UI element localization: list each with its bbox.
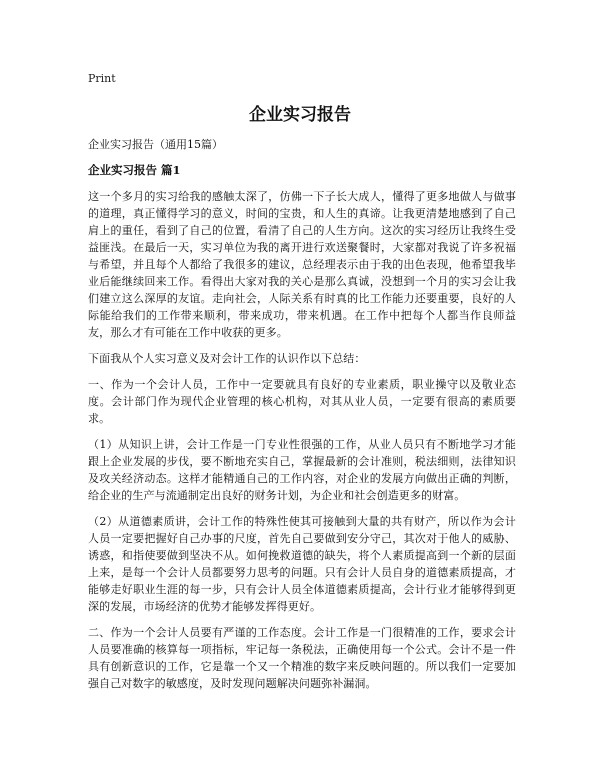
paragraph: 这一个多月的实习给我的感触太深了，仿佛一下子长大成人，懂得了更多地做人与做事的道理，真正懂得学习的意义，时间的宝贵，和人生的真谛。让我更清楚地感到了自己肩上的重任，看到了自己的位置，看清了自己的人生方向。这次的实习经历让我终生受益匪浅。在最后一天，实习单位为我的离开进行欢送聚餐时，大家都对我说了许多祝福与希望，并且每个人都给了我很多的建议，总经理表示由于我的出色表现，他希望我毕业后能继续回来工作。看得出大家对我的关心是那么真诚，没想到一个月的实习会让我们建立这么深厚的友谊。走向社会，人际关系有时真的比工作能力还要重要，良好的人际能给我们的工作带来顺利，带来成功，带来机遇。在工作中把每个人都当作良师益友，那么才有可能在工作中收获的更多。 <box>88 190 516 339</box>
document-body <box>88 136 516 701</box>
paragraph: 下面我从个人实习意义及对会计工作的认识作以下总结： <box>88 352 366 365</box>
document-title: 企业实习报告 <box>249 105 351 125</box>
paragraph: （2）从道德素质讲，会计工作的特殊性使其可接触到大量的共有财产，所以作为会计人员一定要把握好自己办事的尺度，首先自己要做到安分守己，其次对于他人的威胁、诱惑，和指使要做到坚决不从。如何挽救道德的缺失，将个人素质提高到一个新的层面上来，是每一个会计人员都要努力思考的问题。只有会计人员自身的道德素质提高，才能够走好职业生涯的每一步，只有会计人员全体道德素质提高，会计行业才能够得到更深的发展，市场经济的优势才能够发挥得更好。 <box>88 515 516 613</box>
section-heading: 企业实习报告 篇1 <box>88 163 181 177</box>
paragraph: 二、作为一个会计人员要有严谨的工作态度。会计工作是一门很精准的工作，要求会计人员要准确的核算每一项指标，牢记每一条税法，正确使用每一个公式。会计不是一件具有创新意识的工作，它是靠一个又一个精准的数字来反映问题的。所以我们一定要加强自己对数字的敏感度，及时发现问题解决问题弥补漏洞。 <box>88 626 516 690</box>
paragraph: 一、作为一个会计人员，工作中一定要就具有良好的专业素质，职业操守以及敬业态度。会计部门作为现代企业管理的核心机构，对其从业人员，一定要有很高的素质要求。 <box>88 378 516 425</box>
paragraph: （1）从知识上讲，会计工作是一门专业性很强的工作，从业人员只有不断地学习才能跟上企业发展的步伐，要不断地充实自己，掌握最新的会计准则，税法细则，法律知识及攻关经济动态。这样才能精通自己的工作内容，对企业的发展方向做出正确的判断，给企业的生产与流通制定出良好的财务计划，为企业和社会创造更多的财富。 <box>88 438 516 502</box>
print-link[interactable]: Print <box>88 72 116 85</box>
document-subtitle: 企业实习报告（通用15篇） <box>88 138 223 151</box>
